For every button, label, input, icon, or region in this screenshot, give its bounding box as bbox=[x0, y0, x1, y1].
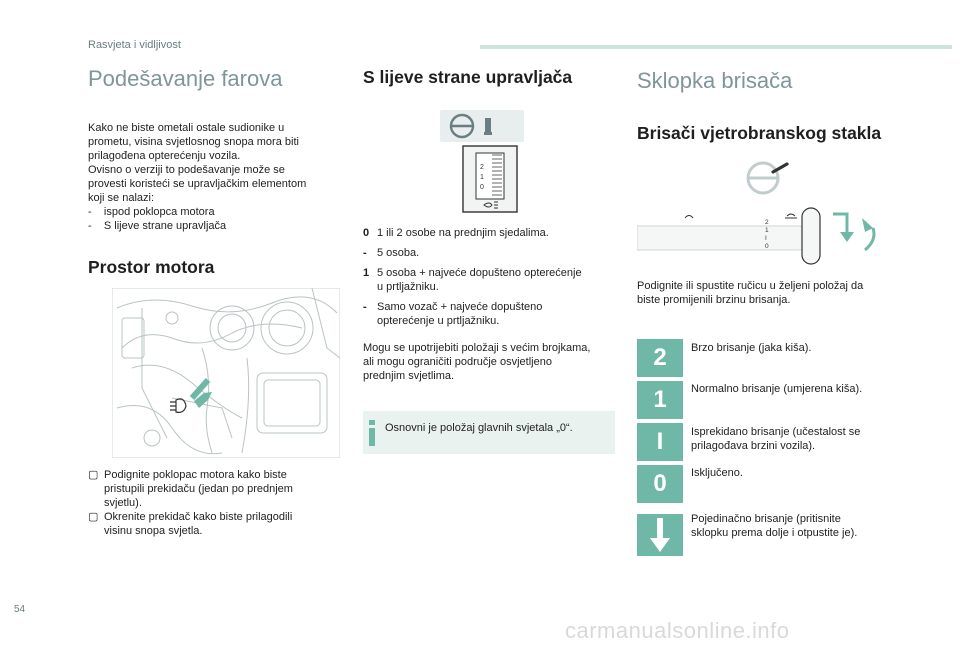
svg-text:0: 0 bbox=[765, 243, 769, 250]
checkbox-icon: ▢ bbox=[88, 511, 99, 523]
step-line: Okrenite prekidač kako biste prilagodili bbox=[104, 511, 293, 523]
step-item bbox=[88, 468, 348, 510]
windscreen-wipers-subtitle: Brisači vjetrobranskog stakla bbox=[637, 123, 882, 143]
section-header: Rasvjeta i vidljivost bbox=[88, 39, 181, 51]
position-key: - bbox=[363, 247, 367, 259]
mode-line: Pojedinačno brisanje (pritisnite bbox=[691, 513, 841, 525]
step-item bbox=[88, 510, 348, 538]
load-positions-list bbox=[363, 226, 615, 334]
list-item bbox=[363, 226, 615, 240]
mode-line: Isprekidano brisanje (učestalost se bbox=[691, 426, 861, 438]
mode-badge-0: 0 bbox=[637, 465, 683, 503]
mode-normal-text bbox=[691, 382, 862, 396]
step-line: pristupili prekidaču (jedan po prednjem bbox=[104, 483, 293, 495]
list-item bbox=[363, 300, 615, 328]
position-line: u prtljažniku. bbox=[377, 281, 439, 293]
checkbox-icon: ▢ bbox=[88, 469, 99, 481]
mode-fast-text bbox=[691, 341, 811, 355]
engine-bay-illustration bbox=[112, 288, 340, 458]
info-box bbox=[363, 411, 615, 454]
wiper-intro bbox=[637, 279, 897, 307]
intro-line: provesti koristeći se upravljačkim elementom bbox=[88, 178, 307, 190]
watermark-footer: carmanualsonline.info bbox=[565, 618, 790, 643]
wiper-stalk-illustration bbox=[637, 204, 887, 268]
mode-badge-1: 1 bbox=[637, 381, 683, 419]
intro-line: - ispod poklopca motora bbox=[88, 206, 215, 218]
mode-single-wipe-text bbox=[691, 512, 857, 540]
positions-note bbox=[363, 341, 615, 383]
headlamp-dial-icon bbox=[462, 145, 518, 213]
info-text: Osnovni je položaj glavnih svjetala „0“. bbox=[385, 422, 573, 434]
headlamp-intro bbox=[88, 121, 348, 233]
mode-line: Brzo brisanje (jaka kiša). bbox=[691, 342, 812, 354]
note-line: prednjim svjetlima. bbox=[363, 370, 455, 382]
mode-intermittent-text bbox=[691, 425, 860, 453]
mode-line: Normalno brisanje (umjerena kiša). bbox=[691, 383, 863, 395]
intro-line: Kako ne biste ometali ostale sudionike u bbox=[88, 122, 285, 134]
position-key: - bbox=[363, 301, 367, 313]
intro-line: Podignite ili spustite ručicu u željeni položaj da bbox=[637, 280, 864, 292]
svg-text:I: I bbox=[765, 235, 767, 242]
step-line: svjetlu). bbox=[104, 497, 142, 509]
steering-wheel-icon bbox=[745, 158, 790, 196]
svg-text:2: 2 bbox=[480, 164, 484, 171]
page-number: 54 bbox=[14, 604, 26, 615]
engine-compartment-title: Prostor motora bbox=[88, 257, 215, 277]
intro-line: - S lijeve strane upravljača bbox=[88, 220, 227, 232]
position-key: 0 bbox=[363, 227, 370, 239]
mode-line: prilagođava brzini vozila). bbox=[691, 440, 816, 452]
intro-line: biste promijenili brzinu brisanja. bbox=[637, 294, 791, 306]
mode-line: sklopku prema dolje i otpustite je). bbox=[691, 527, 858, 539]
list-item bbox=[363, 266, 615, 294]
note-line: ali mogu ograničiti područje osvjetljeno bbox=[363, 356, 552, 368]
intro-line: prometu, visina svjetlosnog snopa mora biti bbox=[88, 136, 299, 148]
step-line: Podignite poklopac motora kako biste bbox=[104, 469, 287, 481]
mode-badge-intermittent: I bbox=[637, 423, 683, 461]
position-key: 1 bbox=[363, 267, 370, 279]
engine-steps bbox=[88, 468, 348, 538]
position-line: Samo vozač + najveće dopušteno bbox=[377, 301, 543, 313]
intro-line: koji se nalazi: bbox=[88, 192, 155, 204]
mode-badge-2: 2 bbox=[637, 339, 683, 377]
position-line: 1 ili 2 osobe na prednjim sjedalima. bbox=[377, 227, 549, 239]
position-line: 5 osoba. bbox=[377, 247, 420, 259]
position-line: opterećenje u prtljažniku. bbox=[377, 315, 500, 327]
position-line: 5 osoba + najveće dopušteno opterećenje bbox=[377, 267, 582, 279]
mode-off-text bbox=[691, 466, 743, 480]
intro-line: prilagođena opterećenju vozila. bbox=[88, 150, 241, 162]
dashboard-location-icon bbox=[440, 108, 524, 144]
steering-left-title: S lijeve strane upravljača bbox=[363, 67, 573, 87]
step-line: visinu snopa svjetla. bbox=[104, 525, 203, 537]
svg-text:2: 2 bbox=[765, 219, 769, 226]
note-line: Mogu se upotrijebiti položaji s većim brojkama, bbox=[363, 342, 591, 354]
wiper-switch-title: Sklopka brisača bbox=[637, 68, 793, 93]
mode-line: Isključeno. bbox=[691, 467, 743, 479]
headlamp-adjust-title: Podešavanje farova bbox=[88, 66, 283, 91]
down-arrow-icon bbox=[637, 514, 683, 556]
svg-text:0: 0 bbox=[480, 184, 484, 191]
svg-text:1: 1 bbox=[480, 174, 484, 181]
intro-line: Ovisno o verziji to podešavanje može se bbox=[88, 164, 285, 176]
svg-text:1: 1 bbox=[765, 227, 769, 234]
list-item bbox=[363, 246, 615, 260]
info-icon bbox=[367, 418, 377, 446]
header-bar bbox=[480, 45, 952, 49]
